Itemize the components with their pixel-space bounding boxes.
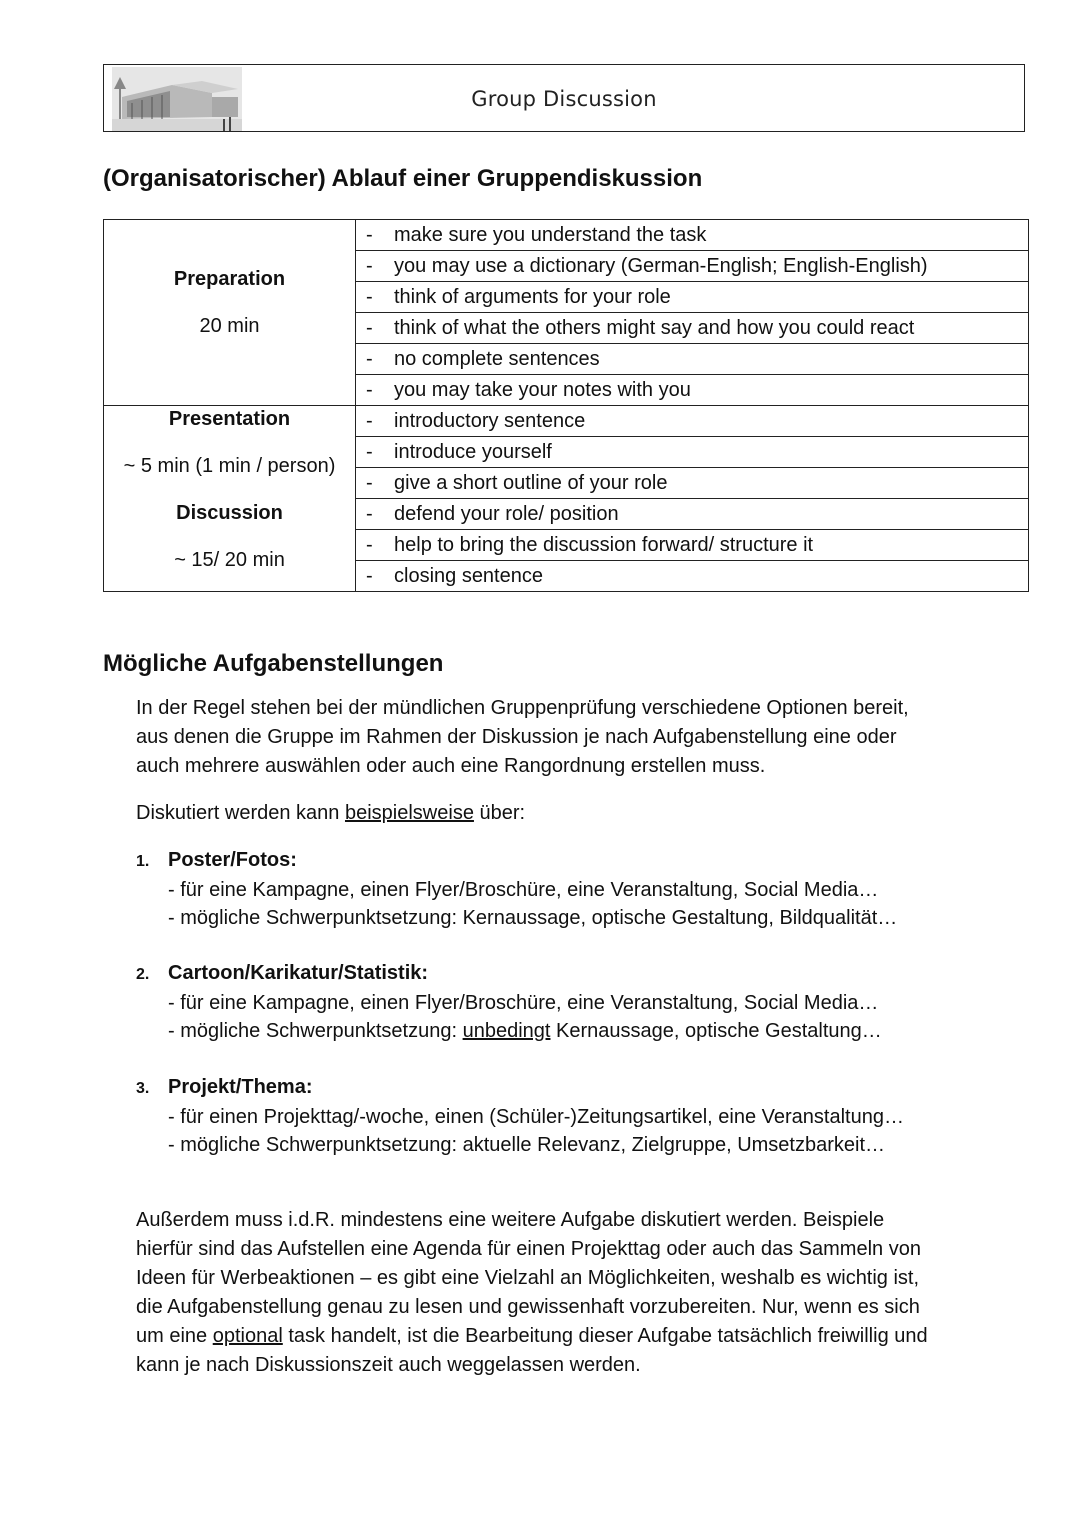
table-row: - help to bring the discussion forward/ structure it <box>356 530 1029 561</box>
presentation-discussion-cell <box>104 406 356 592</box>
presentation-time: ~ 5 min (1 min / person) <box>123 455 336 477</box>
document-header <box>103 64 1025 132</box>
presentation-label: Presentation <box>168 408 291 430</box>
closing-paragraph: Außerdem muss i.d.R. mindestens eine weitere Aufgabe diskutiert werden. Beispiele hierfür sind das Aufstellen eine Agenda für einen Projekttag oder auch das Sammeln von Ideen für Werbeaktionen – es gibt eine Vielzahl an Möglichkeiten, weshalb es wichtig ist, die Aufgabenstellung genau zu lesen und gewissenhaft vorzubereiten. Nur, wenn es sich um eine optional task handelt, ist die Bearbeitung dieser Aufgabe tatsächlich freiwillig und kann je nach Diskussionszeit auch weggelassen werden. <box>136 1209 928 1376</box>
table-row: - closing sentence <box>356 561 1029 592</box>
table-row: - no complete sentences <box>356 344 1029 375</box>
intro-paragraph: In der Regel stehen bei der mündlichen Gruppenprüfung verschiedene Optionen bereit, aus denen die Gruppe im Rahmen der Diskussion je nach Aufgabenstellung eine oder auch mehrere auswählen oder auch eine Rangordnung erstellen muss. <box>136 697 909 777</box>
table-row: - you may take your notes with you <box>356 375 1029 406</box>
section-title-ablauf: (Organisatorischer) Ablauf einer Gruppendiskussion <box>103 165 703 192</box>
preparation-cell <box>104 220 356 406</box>
table-row: - introduce yourself <box>356 437 1029 468</box>
section-title-aufgaben: Mögliche Aufgabenstellungen <box>103 650 444 677</box>
table-row: - think of what the others might say and how you could react <box>356 313 1029 344</box>
schedule-table <box>103 219 1029 592</box>
preparation-label: Preparation <box>173 268 286 290</box>
discussion-label: Discussion <box>176 502 283 524</box>
table-row: - introductory sentence <box>356 406 1029 437</box>
list-item: 3. Projekt/Thema: - für einen Projekttag/-woche, einen (Schüler-)Zeitungsartikel, eine Veranstaltung… - mögliche Schwerpunktsetzung: aktuelle Relevanz, Zielgruppe, Umsetzbarkeit… <box>136 1076 904 1156</box>
table-row: - you may use a dictionary (German-English; English-English) <box>356 251 1029 282</box>
header-title: Group Discussion <box>471 87 657 111</box>
preparation-time: 20 min <box>199 315 260 337</box>
discussion-time: ~ 15/ 20 min <box>174 549 285 571</box>
table-row: - defend your role/ position <box>356 499 1029 530</box>
table-row: - give a short outline of your role <box>356 468 1029 499</box>
table-row: - make sure you understand the task <box>356 220 1029 251</box>
list-item: 2. Cartoon/Karikatur/Statistik: - für eine Kampagne, einen Flyer/Broschüre, eine Veranstaltung, Social Media… - mögliche Schwerpunktsetzung: unbedingt Kernaussage, optische Gestaltung… <box>136 962 882 1042</box>
lead-sentence: Diskutiert werden kann beispielsweise über: <box>136 802 526 824</box>
list-item: 1. Poster/Fotos: - für eine Kampagne, einen Flyer/Broschüre, eine Veranstaltung, Social Media… - mögliche Schwerpunktsetzung: Kernaussage, optische Gestaltung, Bildqualität… <box>136 849 898 929</box>
table-row: - think of arguments for your role <box>356 282 1029 313</box>
